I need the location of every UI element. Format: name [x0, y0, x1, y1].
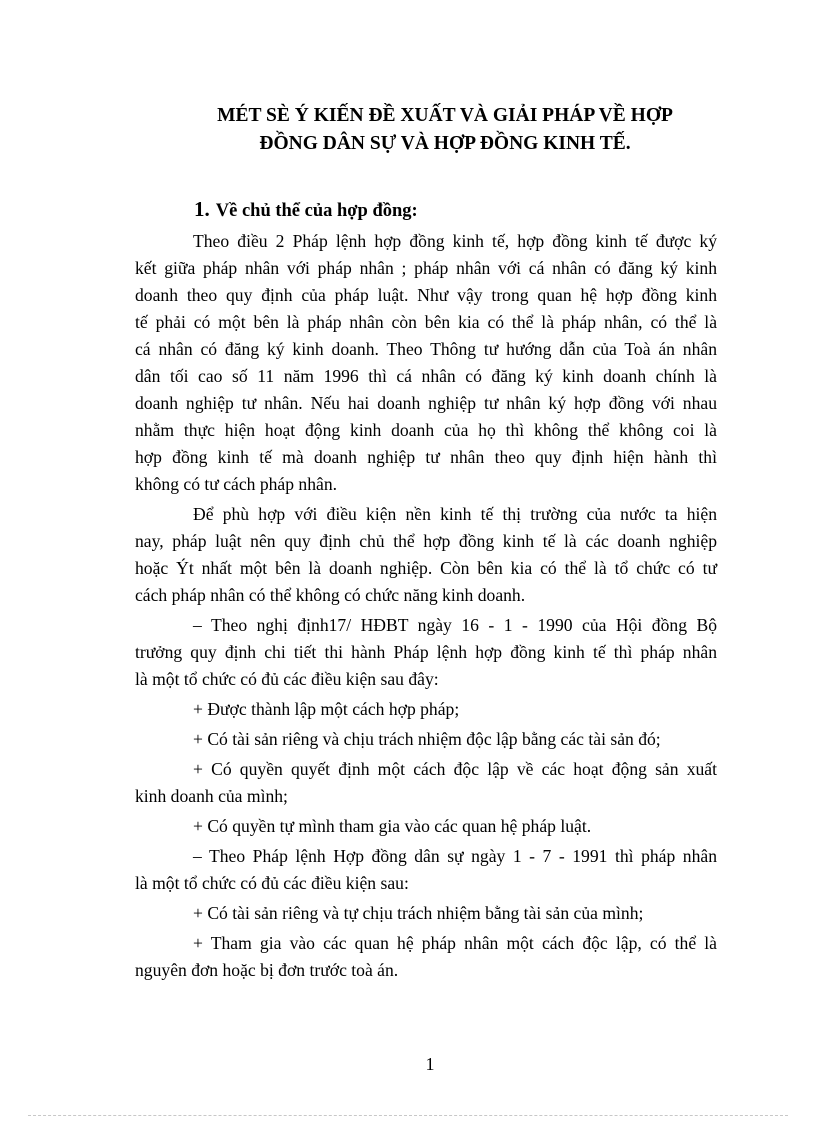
body-line: trưởng quy định chi tiết thi hành Pháp lệnh hợp đồng kinh tế thì pháp nhân	[135, 642, 717, 662]
body-line: doanh theo quy định của pháp luật. Như vậy trong quan hệ hợp đồng kinh	[135, 285, 717, 305]
body-line: nguyên đơn hoặc bị đơn trước toà án.	[135, 960, 399, 980]
section-title: Về chủ thể của hợp đồng:	[215, 201, 418, 221]
body-line: là một tổ chức có đủ các điều kiện sau:	[135, 873, 409, 893]
body-line: nay, pháp luật nên quy định chủ thể hợp đồng kinh tế là các doanh nghiệp	[135, 531, 717, 551]
body-line: tế phải có một bên là pháp nhân còn bên kia có thể là pháp nhân, có thể là	[135, 312, 717, 332]
body-line: Để phù hợp với điều kiện nền kinh tế thị trường của nước ta hiện	[193, 504, 717, 524]
body-line: – Theo Pháp lệnh Hợp đồng dân sự ngày 1 - 7 - 1991 thì pháp nhân	[193, 846, 717, 866]
section-heading	[194, 197, 418, 222]
body-line: + Có quyền quyết định một cách độc lập về các hoạt động sản xuất	[193, 759, 717, 779]
body-line: + Có tài sản riêng và tự chịu trách nhiệm bằng tài sản của mình;	[193, 903, 644, 923]
body-line: Theo điều 2 Pháp lệnh hợp đồng kinh tế, hợp đồng kinh tế được ký	[193, 231, 717, 251]
body-line: doanh nghiệp tư nhân. Nếu hai doanh nghiệp tư nhân ký hợp đồng với nhau	[135, 393, 717, 413]
footer-divider	[28, 1115, 788, 1116]
body-line: + Có tài sản riêng và chịu trách nhiệm độc lập bằng các tài sản đó;	[193, 729, 661, 749]
body-line: cá nhân có đăng ký kinh doanh. Theo Thông tư hướng dẫn của Toà án nhân	[135, 339, 717, 359]
body-line: + Có quyền tự mình tham gia vào các quan hệ pháp luật.	[193, 816, 592, 836]
body-line: không có tư cách pháp nhân.	[135, 474, 338, 494]
body-line: + Được thành lập một cách hợp pháp;	[193, 699, 460, 719]
document-title-line-1: MÉT SÈ Ý KIẾN ĐỀ XUẤT VÀ GIẢI PHÁP VỀ HỢP	[217, 105, 673, 126]
document-title-line-2: ĐỒNG DÂN SỰ VÀ HỢP ĐỒNG KINH TẾ.	[259, 133, 631, 154]
body-line: nhằm thực hiện hoạt động kinh doanh của họ thì không thể không coi là	[135, 420, 717, 440]
body-line: hợp đồng kinh tế mà doanh nghiệp tư nhân theo quy định hiện hành thì	[135, 447, 717, 467]
body-line: + Tham gia vào các quan hệ pháp nhân một cách độc lập, có thể là	[193, 933, 717, 953]
body-line: – Theo nghị định17/ HĐBT ngày 16 - 1 - 1990 của Hội đồng Bộ	[193, 615, 717, 635]
section-number: 1.	[194, 197, 210, 221]
body-line: là một tổ chức có đủ các điều kiện sau đây:	[135, 669, 439, 689]
page-number: 1	[425, 1054, 435, 1074]
body-line: cách pháp nhân có thể không có chức năng kinh doanh.	[135, 585, 526, 605]
body-line: kết giữa pháp nhân với pháp nhân ; pháp nhân với cá nhân có đăng ký kinh	[135, 258, 717, 278]
body-line: kinh doanh của mình;	[135, 786, 288, 806]
body-line: dân tối cao số 11 năm 1996 thì cá nhân có đăng ký kinh doanh chính là	[135, 366, 717, 386]
body-line: hoặc Ýt nhất một bên là doanh nghiệp. Còn bên kia có thể là tổ chức có tư	[135, 558, 717, 578]
